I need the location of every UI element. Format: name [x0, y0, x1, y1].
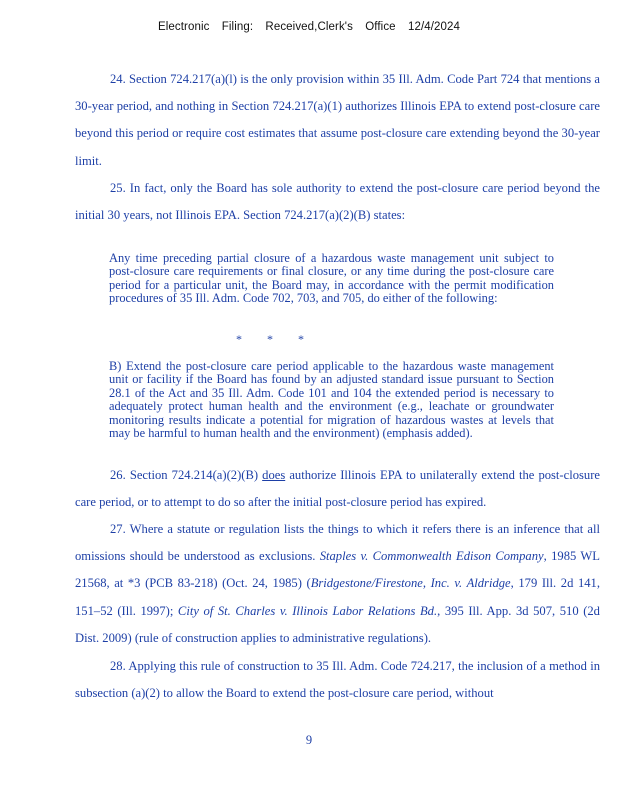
block-quote-part-1 [109, 252, 554, 306]
paragraph-27 [75, 516, 600, 652]
paragraph-26 [75, 462, 600, 516]
paragraph-24-text: 24. Section 724.217(a)(l) is the only provision within 35 Ill. Adm. Code Part 724 that mentions a 30-year period, and nothing in Section 724.217(a)(1) authorizes Illinois EPA to extend post-closure care beyond this period or require cost estimates that assume post-closure care extending beyond the 30-year limit. [75, 72, 600, 168]
paragraph-24 [75, 66, 600, 175]
paragraph-27-text [75, 516, 600, 652]
block-quote-part-2 [109, 360, 554, 440]
paragraph-25-text: 25. In fact, only the Board has sole authority to extend the post-closure care period beyond the initial 30 years, not Illinois EPA. Section 724.217(a)(2)(B) states: [75, 181, 600, 223]
quote-text-2 [109, 360, 554, 440]
paragraph-27-mid-1: , 1985 WL 21568, at *3 (PCB 83-218) (Oct. 24, 1985) ( [75, 549, 600, 591]
quote-text-1: Any time preceding partial closure of a hazardous waste management unit subject to post-closure care requirements or final closure, or any time during the post-closure care period for a particular unit, the Board may, in accordance with the permit modification procedures of 35 Ill. Adm. Code 702, 703, and 705, do either of the following: [109, 251, 554, 306]
paragraph-28 [75, 653, 600, 707]
paragraph-28-text: 28. Applying this rule of construction to 35 Ill. Adm. Code 724.217, the inclusion of a method in subsection (a)(2) to allow the Board to extend the post-closure care period, without [75, 659, 600, 701]
page-number: 9 [305, 733, 313, 747]
case-citation-st-charles: City of St. Charles v. Illinois Labor Relations Bd. [177, 603, 438, 618]
paragraph-25 [75, 175, 600, 229]
quote-item-label: B) [109, 359, 127, 373]
paragraph-27-start: 27. Where a statute or regulation lists the things to which it refers there is an inference that all omissions should be understood as exclusions. [75, 522, 600, 564]
paragraph-26-end: authorize Illinois EPA to unilaterally extend the post-closure care period, or to attempt to do so after the initial post-closure period has expired. [75, 468, 600, 510]
quote-item-text: Extend the post-closure care period applicable to the hazardous waste management unit or facility if the Board has found by an adjusted standard issue pursuant to Section 28.1 of the Act and 35 Ill. Adm. Code 101 and 104 the extended period is necessary to adequately protect human health and the environment (e.g., leachate or groundwater monitoring results indicate a potential for migration of hazardous wastes at levels that may be harmful to human health and the environment) (emphasis added). [109, 359, 554, 441]
paragraph-27-end: , 395 Ill. App. 3d 507, 510 (2d Dist. 2009) (rule of construction applies to administrative regulations). [75, 603, 600, 645]
paragraph-26-start: 26. Section 724.214(a)(2)(B) [110, 468, 263, 482]
case-citation-bridgestone: Bridgestone/Firestone, Inc. v. Aldridge [310, 576, 511, 591]
ellipsis-stars: * * * [236, 332, 304, 346]
paragraph-27-mid-2: , 179 Ill. 2d 141, 151–52 (Ill. 1997); [75, 576, 600, 618]
case-citation-staples: Staples v. Commonwealth Edison Company [319, 549, 544, 564]
paragraph-26-text [75, 462, 600, 516]
paragraph-26-emphasis: does [262, 468, 286, 482]
filing-stamp: Electronic Filing: Received,Clerk's Office 12/4/2024 [157, 21, 461, 33]
